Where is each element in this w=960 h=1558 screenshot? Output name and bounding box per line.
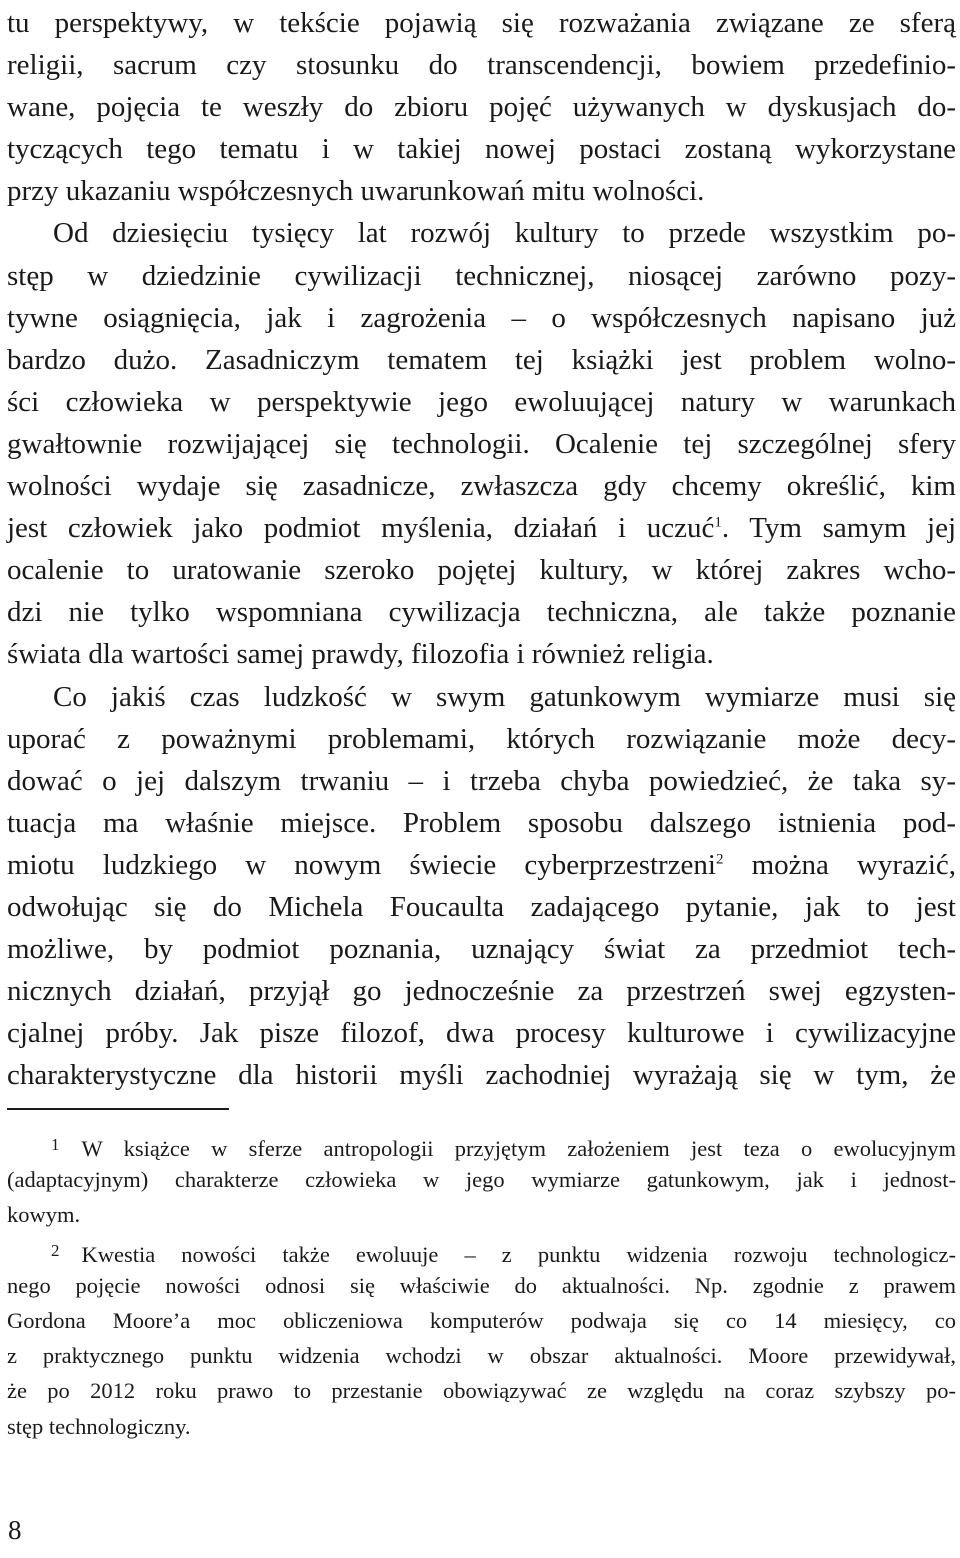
text-line: tuacja ma właśnie miejsce. Problem sposobu dalszego istnienia pod- (7, 806, 956, 839)
book-page (7, 0, 956, 1096)
text-line: dzi nie tylko wspomniana cywilizacja techniczna, ale także poznanie (7, 596, 956, 629)
text-line: cjalnej próby. Jak pisze filozof, dwa procesy kulturowe i cywilizacyjne (7, 1017, 956, 1050)
page-number: 8 (8, 1515, 22, 1545)
footnote-2-number: 2 (51, 1240, 60, 1260)
text-line (7, 844, 956, 886)
body-text (7, 0, 956, 1096)
footnote-2-line: stęp technologiczny. (7, 1413, 191, 1439)
text-segment: miotu ludzkiego w nowym świecie cyberprzestrzeni (7, 848, 716, 881)
footnote-1-number: 1 (51, 1135, 60, 1154)
text-line: przy ukazaniu współczesnych uwarunkowań mitu wolności. (7, 175, 705, 208)
text-line: gwałtownie rozwijającej się technologii. Ocalenie tej szczególnej sfery (7, 427, 956, 460)
text-line: charakterystyczne dla historii myśli zachodniej wyrażają się w tym, że (7, 1059, 956, 1092)
footnote-text: Kwestia nowości także ewoluuje – z punktu widzenia rozwoju technologicz- (81, 1241, 956, 1267)
text-line: ocalenie to uratowanie szeroko pojętej kultury, w której zakres wcho- (7, 554, 956, 587)
text-line: uporać z poważnymi problemami, których rozwiązanie może decy- (7, 722, 956, 755)
footnote-text: W książce w sferze antropologii przyjętym założeniem jest teza o ewolucyjnym (81, 1136, 956, 1161)
text-line: ści człowieka w perspektywie jego ewoluującej natury w warunkach (7, 385, 956, 418)
footnote-1-line: (adaptacyjnym) charakterze człowieka w jego wymiarze gatunkowym, jak i jednost- (7, 1167, 956, 1193)
text-line: odwołując się do Michela Foucaulta zadającego pytanie, jak to jest (7, 890, 956, 923)
text-line: możliwe, by podmiot poznania, uznający świat za przedmiot tech- (7, 933, 956, 966)
footnote-divider (7, 1108, 229, 1110)
text-line: wane, pojęcia te weszły do zbioru pojęć używanych w dyskusjach do- (7, 91, 956, 124)
footnote-2-line: że po 2012 roku prawo to przestanie obowiązywać ze względu na coraz szybszy po- (7, 1378, 956, 1404)
text-line (7, 507, 956, 549)
text-line: Od dziesięciu tysięcy lat rozwój kultury to przede wszystkim po- (53, 217, 956, 250)
text-line: Co jakiś czas ludzkość w swym gatunkowym wymiarze musi się (53, 680, 956, 713)
footnotes (7, 1127, 956, 1444)
footnote-reference-1[interactable]: 1 (714, 514, 722, 531)
text-line: dować o jej dalszym trwaniu – i trzeba chyba powiedzieć, że taka sy- (7, 764, 956, 797)
text-line: bardzo dużo. Zasadniczym tematem tej książki jest problem wolno- (7, 343, 956, 376)
text-line: nicznych działań, przyjął go jednocześnie za przestrzeń swej egzysten- (7, 975, 956, 1008)
footnote-2-line: Gordona Moore’a moc obliczeniowa komputerów podwaja się co 14 miesięcy, co (7, 1307, 956, 1333)
footnote-1-line (7, 1127, 956, 1162)
text-line: religii, sacrum czy stosunku do transcendencji, bowiem przedefinio- (7, 49, 956, 82)
footnote-1-line: kowym. (7, 1202, 81, 1228)
footnote-2-line: z praktycznego punktu widzenia wchodzi w obszar aktualności. Moore przewidywał, (7, 1343, 956, 1369)
footnote-2-line: nego pojęcie nowości odnosi się właściwie do aktualności. Np. zgodnie z prawem (7, 1272, 956, 1298)
text-line: wolności wydaje się zasadnicze, zwłaszcza gdy chcemy określić, kim (7, 470, 956, 503)
text-segment: można wyrazić, (723, 848, 957, 881)
text-segment: jest człowiek jako podmiot myślenia, działań i uczuć (7, 512, 715, 545)
text-line: świata dla wartości samej prawdy, filozofia i również religia. (7, 638, 714, 671)
footnote-2-line (7, 1233, 956, 1268)
text-line: tyczących tego tematu i w takiej nowej postaci zostaną wykorzystane (7, 133, 956, 166)
footnote-reference-2[interactable]: 2 (716, 851, 724, 868)
text-line: tu perspektywy, w tekście pojawią się rozważania związane ze sferą (7, 7, 956, 39)
text-segment: . Tym samym jej (721, 512, 956, 545)
text-line: stęp w dziedzinie cywilizacji technicznej, niosącej zarówno pozy- (7, 259, 956, 292)
text-line: tywne osiągnięcia, jak i zagrożenia – o współczesnych napisano już (7, 301, 956, 334)
